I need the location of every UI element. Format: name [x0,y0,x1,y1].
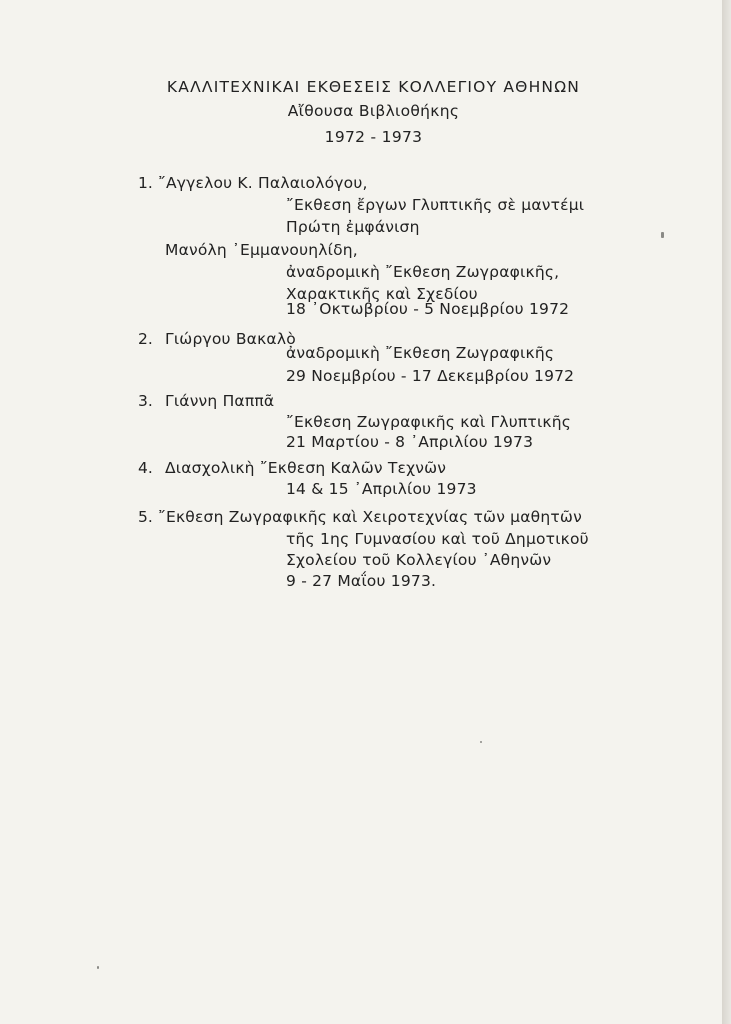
entry-line: Χαρακτικῆς καὶ Σχεδίου [286,285,478,303]
entry-line: ῎Εκθεση Ζωγραφικῆς καὶ Γλυπτικῆς [286,413,572,431]
entry-number: 1. [138,174,153,192]
page-years: 1972 - 1973 [324,128,423,146]
entry-number: 2. [138,330,153,348]
entry-line: 14 & 15 ᾿Απριλίου 1973 [286,480,477,498]
entry-name: Γιώργου Βακαλὸ [165,330,296,348]
entry-name: ῎Αγγελου Κ. Παλαιολόγου, [158,174,368,192]
entry-line: Σχολείου τοῦ Κολλεγίου ᾿Αθηνῶν [286,551,552,569]
entry-line: 29 Νοεμβρίου - 17 Δεκεμβρίου 1972 [286,367,575,385]
entry-name: Διασχολικὴ ῎Εκθεση Καλῶν Τεχνῶν [165,459,447,477]
entry-name: ῎Εκθεση Ζωγραφικῆς καὶ Χειροτεχνίας τῶν μαθητῶν [158,508,582,526]
page-subtitle: Αἴθουσα Βιβλιοθήκης [287,102,460,120]
paper-speck [97,966,99,969]
page-title: ΚΑΛΛΙΤΕΧΝΙΚΑΙ ΕΚΘΕΣΕΙΣ ΚΟΛΛΕΓΙΟΥ ΑΘΗΝΩΝ [166,78,581,96]
entry-line: Πρώτη ἐμφάνιση [286,218,420,236]
entry-number: 5. [138,508,153,526]
entry-line: ἀναδρομικὴ ῎Εκθεση Ζωγραφικῆς, [286,263,560,281]
entry-line: ῎Εκθεση ἔργων Γλυπτικῆς σὲ μαντέμι [286,196,585,214]
paper-speck [480,741,482,743]
entry-line: 21 Μαρτίου - 8 ᾿Απριλίου 1973 [286,433,534,451]
entry-number: 3. [138,392,153,410]
entry-number: 4. [138,459,153,477]
entry-second-name: Μανόλη ᾿Εμμανουηλίδη, [165,241,358,259]
entry-name: Γιάννη Παππᾶ [165,392,275,410]
entry-line: 18 ᾿Οκτωβρίου - 5 Νοεμβρίου 1972 [286,300,570,318]
page-edge [722,0,731,1024]
entry-line: τῆς 1ης Γυμνασίου καὶ τοῦ Δημοτικοῦ [286,530,589,548]
paper-speck [661,232,664,238]
entry-line: ἀναδρομικὴ ῎Εκθεση Ζωγραφικῆς [286,344,555,362]
entry-line: 9 - 27 Μαΐου 1973. [286,572,437,590]
